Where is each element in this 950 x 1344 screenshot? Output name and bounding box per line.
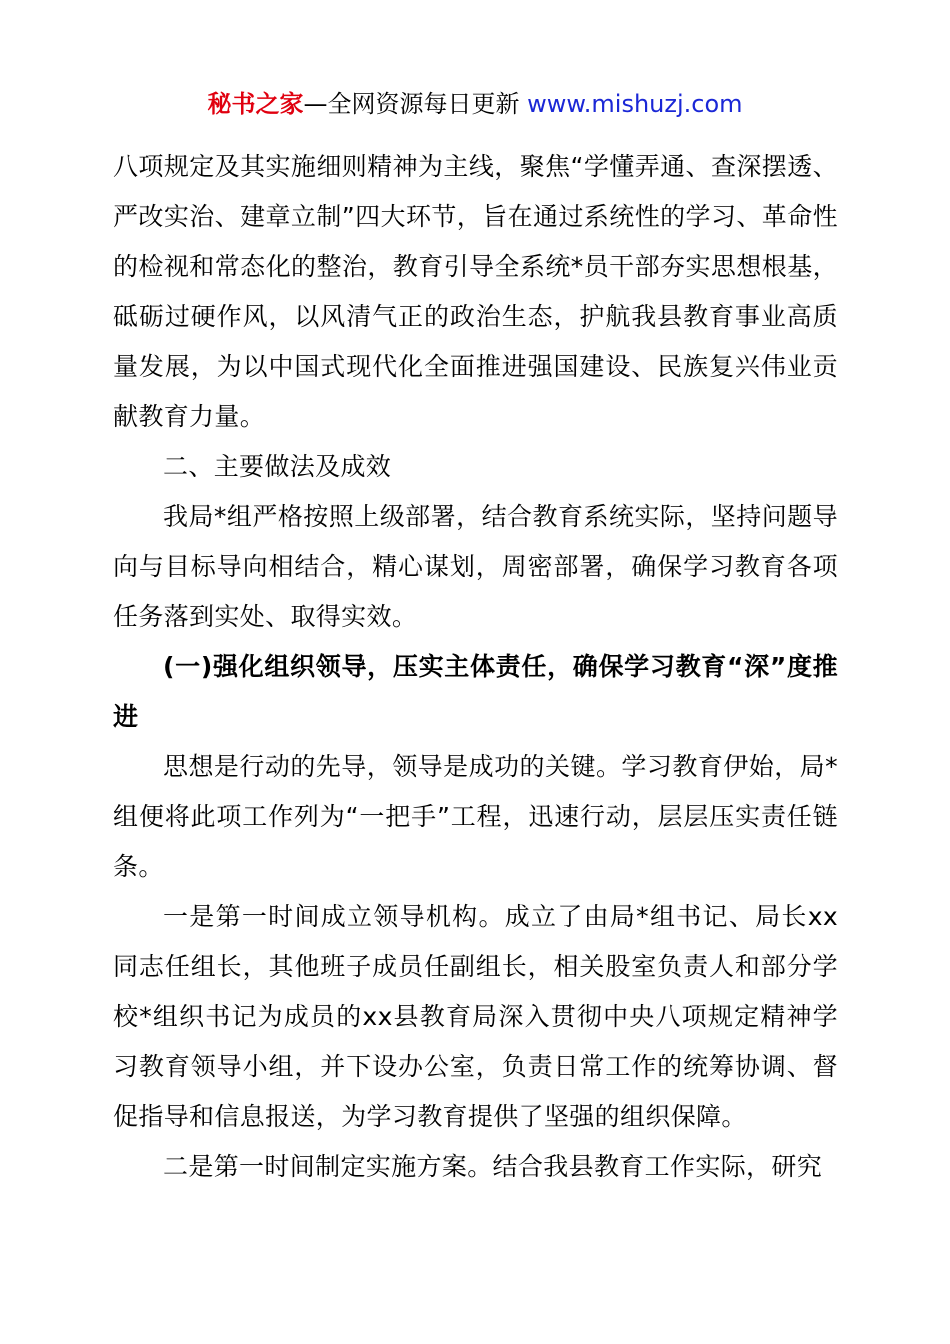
body-paragraph: 二是第一时间制定实施方案。结合我县教育工作实际，研究 <box>163 1152 823 1181</box>
section-heading: 二、主要做法及成效 <box>163 452 392 481</box>
body-paragraph: 八项规定及其实施细则精神为主线，聚焦“学懂弄通、查深摆透、严改实治、建章立制”四大环节，旨在通过系统性的学习、革命性的检视和常态化的整治，教育引导全系统*员干部夯实思想根基，砥砺过硬作风，以风清气正的政治生态，护航我县教育事业高质量发展，为以中国式现代化全面推进强国建设、民族复兴伟业贡献教育力量。 <box>113 152 838 431</box>
body-paragraph: 思想是行动的先导，领导是成功的关键。学习教育伊始，局*组便将此项工作列为“一把手”工程，迅速行动，层层压实责任链条。 <box>113 752 838 881</box>
subsection-heading: (一)强化组织领导，压实主体责任，确保学习教育“深”度推进 <box>113 652 838 731</box>
brand-name: 秘书之家 <box>207 90 304 118</box>
document-body <box>113 142 838 1192</box>
body-paragraph: 我局*组严格按照上级部署，结合教育系统实际，坚持问题导向与目标导向相结合，精心谋划，周密部署，确保学习教育各项任务落到实处、取得实效。 <box>113 502 838 631</box>
site-url-link[interactable]: www.mishuzj.com <box>527 90 743 118</box>
header-tagline: —全网资源每日更新 <box>303 90 528 118</box>
body-paragraph: 一是第一时间成立领导机构。成立了由局*组书记、局长xx同志任组长，其他班子成员任副组长，相关股室负责人和部分学校*组织书记为成员的xx县教育局深入贯彻中央八项规定精神学习教育领导小组，并下设办公室，负责日常工作的统筹协调、督促指导和信息报送，为学习教育提供了坚强的组织保障。 <box>113 902 838 1131</box>
site-header <box>0 84 950 124</box>
